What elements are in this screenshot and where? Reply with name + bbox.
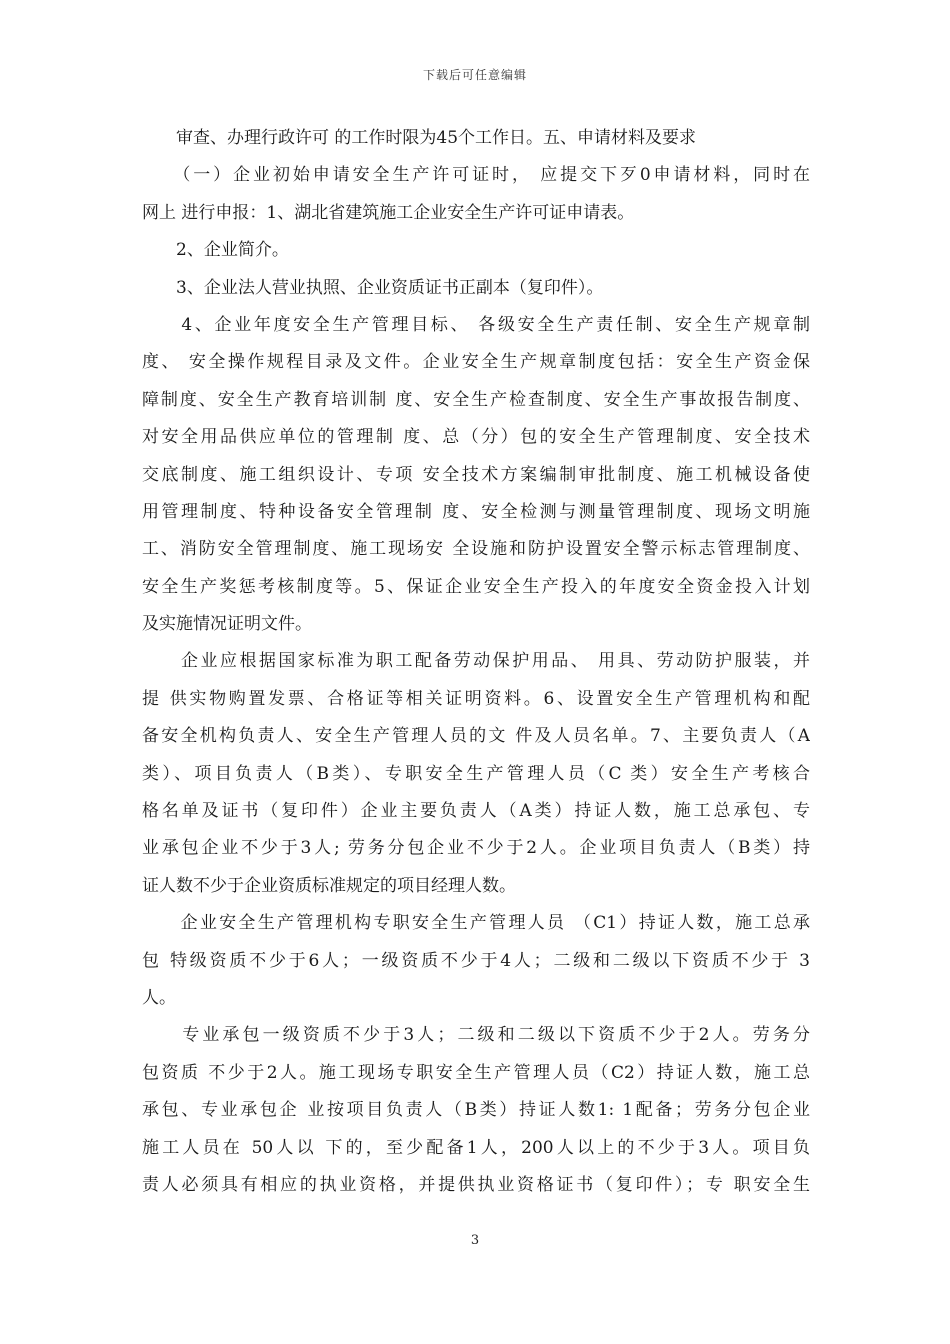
text-line: 承包、专业承包企 业按项目负责人（B类）持证人数1: 1配备；劳务分包企业 xyxy=(142,1100,810,1121)
text-line: 责人必须具有相应的执业资格，并提供执业资格证书（复印件）；专 职安全生 xyxy=(142,1174,810,1195)
page-header: 下载后可任意编辑 xyxy=(422,68,527,82)
text-line: 包资质 不少于2人。施工现场专职安全生产管理人员（C2）持证人数，施工总 xyxy=(142,1062,810,1083)
text-line: 用管理制度、特种设备安全管理制 度、安全检测与测量管理制度、现场文明施 xyxy=(142,501,810,522)
text-line: 2、企业简介。 xyxy=(142,240,289,261)
text-line: 对安全用品供应单位的管理制 度、总（分）包的安全生产管理制度、安全技术 xyxy=(142,427,810,448)
text-line: （一）企业初始申请安全生产许可证时， 应提交下歹0申请材料，同时在 xyxy=(142,165,810,186)
document-body xyxy=(142,120,810,1204)
text-line: 证人数不少于企业资质标准规定的项目经理人数。 xyxy=(142,875,516,896)
text-line: 人。 xyxy=(142,987,176,1008)
text-line: 4、企业年度安全生产管理目标、 各级安全生产责任制、安全生产规章制 xyxy=(142,314,810,335)
text-line: 度、 安全操作规程目录及文件。企业安全生产规章制度包括：安全生产资金保 xyxy=(142,352,810,373)
text-line: 企业应根据国家标准为职工配备劳动保护用品、 用具、劳动防护服装，并 xyxy=(142,651,810,672)
page-number: 3 xyxy=(470,1233,480,1248)
text-line: 施工人员在 50人以 下的，至少配备1人，200人以上的不少于3人。项目负 xyxy=(142,1137,810,1158)
text-line: 类）、项目负责人（B类）、专职安全生产管理人员（C 类）安全生产考核合 xyxy=(142,763,810,784)
text-line: 及实施情况证明文件。 xyxy=(142,614,312,635)
text-line: 业承包企业不少于3人; 劳务分包企业不少于2人。企业项目负责人（B类）持 xyxy=(142,838,810,859)
text-line: 工、消防安全管理制度、施工现场安 全设施和防护设置安全警示标志管理制度、 xyxy=(142,539,810,560)
text-line: 企业安全生产管理机构专职安全生产管理人员 （C1）持证人数，施工总承 xyxy=(142,913,810,934)
text-line: 专业承包一级资质不少于3人；二级和二级以下资质不少于2人。劳务分 xyxy=(142,1025,810,1046)
text-line: 3、企业法人营业执照、企业资质证书正副本（复印件）。 xyxy=(142,277,604,298)
text-line: 交底制度、施工组织设计、专项 安全技术方案编制审批制度、施工机械设备使 xyxy=(142,464,810,485)
text-line: 网上 进行申报：1、湖北省建筑施工企业安全生产许可证申请表。 xyxy=(142,202,635,223)
text-line: 安全生产奖惩考核制度等。5、保证企业安全生产投入的年度安全资金投入计划 xyxy=(142,576,810,597)
text-line: 备安全机构负责人、安全生产管理人员的文 件及人员名单。7、主要负责人（A xyxy=(142,726,810,747)
text-line: 包 特级资质不少于6人；一级资质不少于4人；二级和二级以下资质不少于 3 xyxy=(142,950,810,971)
text-line: 障制度、安全生产教育培训制 度、安全生产检查制度、安全生产事故报告制度、 xyxy=(142,389,810,410)
text-line: 提 供实物购置发票、合格证等相关证明资料。6、设置安全生产管理机构和配 xyxy=(142,688,810,709)
text-line: 审查、办理行政许可 的工作时限为45个工作日。五、申请材料及要求 xyxy=(142,128,697,148)
text-line: 格名单及证书（复印件）企业主要负责人（A类）持证人数，施工总承包、专 xyxy=(142,801,810,822)
